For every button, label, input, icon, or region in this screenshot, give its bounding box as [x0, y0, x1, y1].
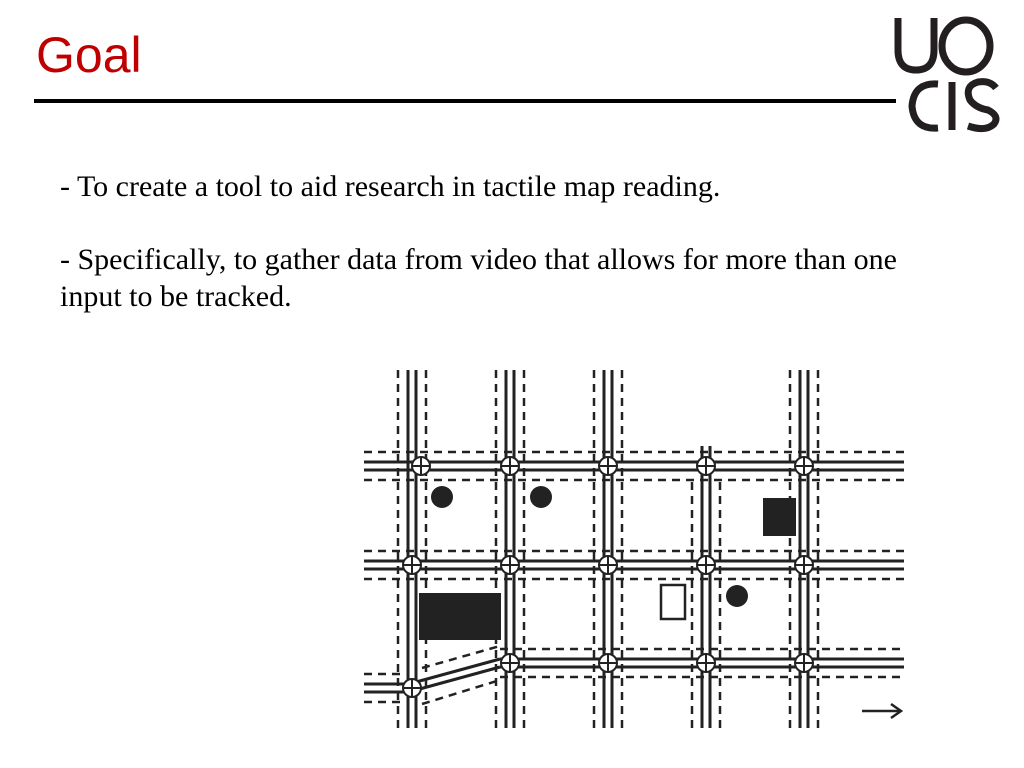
map-streets — [364, 370, 904, 728]
bullet-item: - Specifically, to gather data from video that allows for more than one input to be tracked. — [60, 243, 897, 313]
arrow-right-icon — [862, 704, 901, 718]
slide-title: Goal — [36, 27, 142, 83]
filled-rectangle-icon — [419, 593, 501, 640]
bullet-list — [60, 168, 930, 351]
filled-rectangle-icon — [763, 498, 796, 536]
intersection-marker-icon — [403, 457, 813, 697]
title-divider — [34, 99, 896, 103]
bullet-item: - To create a tool to aid research in tactile map reading. — [60, 170, 721, 203]
filled-circle-icon — [530, 486, 552, 508]
filled-circle-icon — [726, 585, 748, 607]
tactile-map-figure — [360, 366, 908, 732]
uocis-logo — [892, 12, 1004, 136]
filled-circle-icon — [431, 486, 453, 508]
outline-rectangle-icon — [661, 585, 685, 619]
